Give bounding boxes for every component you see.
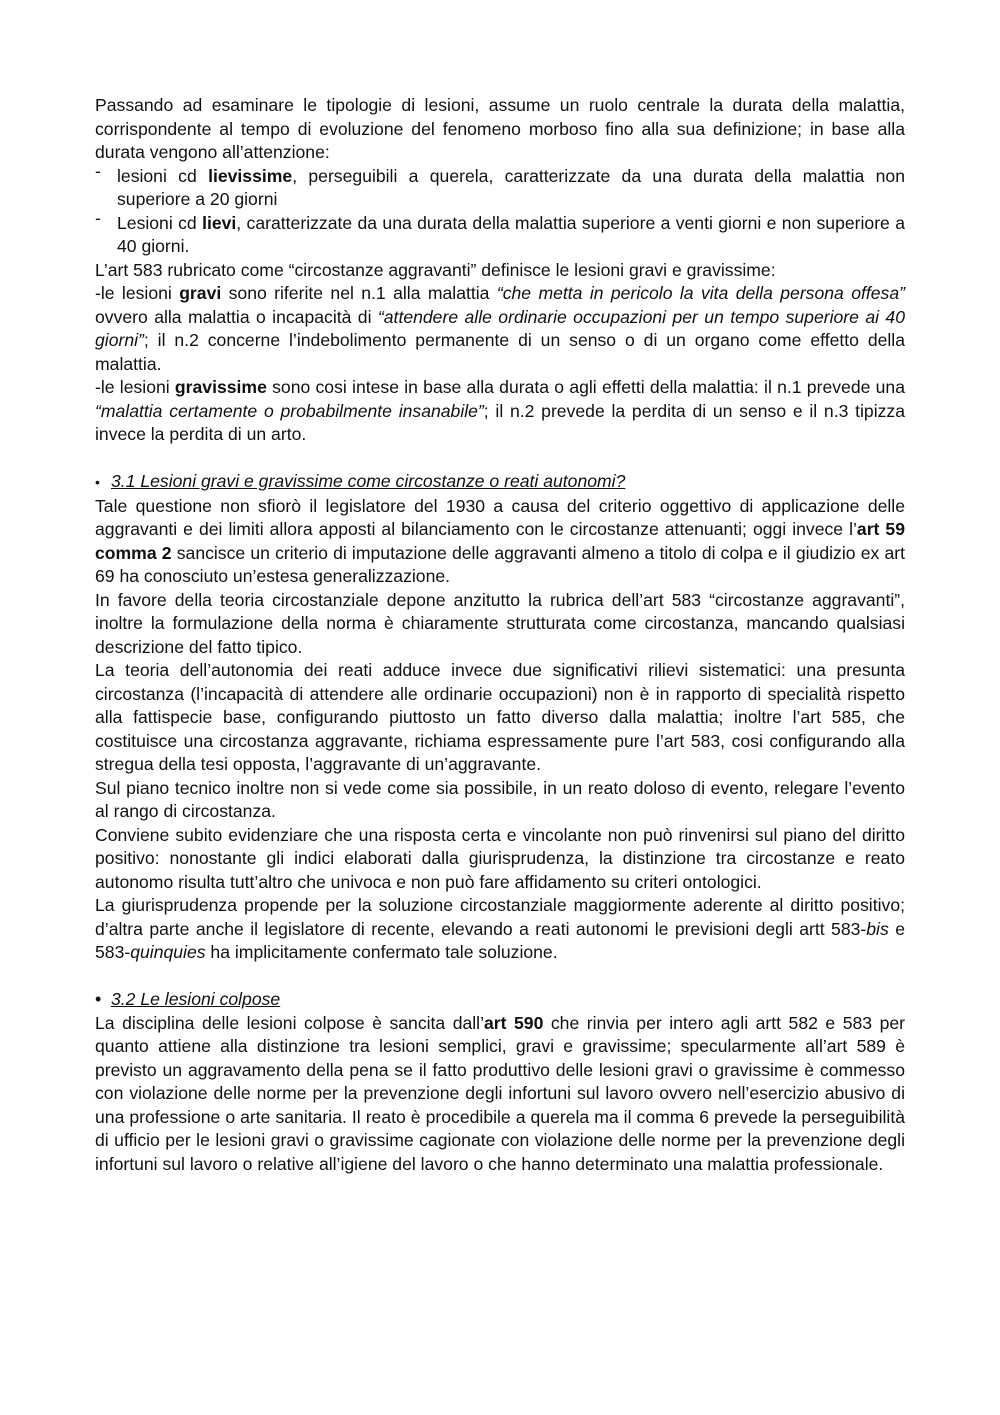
- dash-bullet: -: [95, 207, 101, 228]
- list-item-text: lesioni cd: [117, 165, 209, 186]
- lesioni-gravissime-paragraph: [95, 376, 905, 447]
- list-item-lievissime: [95, 160, 905, 212]
- bold-term: art 59 comma 2: [95, 519, 905, 563]
- text-run: e 583-: [95, 918, 905, 962]
- section-3-1-paragraph-1: [95, 495, 905, 589]
- section-3-2-heading: [95, 988, 905, 1012]
- section-3-1-paragraph-4: Sul piano tecnico inoltre non si vede come sia possibile, in un reato doloso di evento, relegare l’evento al rango di circostanza.: [95, 777, 905, 821]
- spacer: [95, 447, 905, 471]
- list-item-bold: lievi: [202, 212, 237, 233]
- bold-term: gravissime: [174, 377, 267, 397]
- section-3-2-title: 3.2 Le lesioni colpose: [111, 989, 281, 1009]
- spacer: [95, 965, 905, 989]
- art-583-paragraph: L’art 583 rubricato come “circostanze aggravanti” definisce le lesioni gravi e gravissime:: [95, 259, 776, 280]
- lesioni-gravi-paragraph: [95, 282, 905, 376]
- list-item-bold: lievissime: [208, 165, 293, 186]
- text-run: che rinvia per intero agli artt 582 e 583 per quanto attiene alla distinzione tra lesioni semplici, gravi e gravissime; specularmente all’art 589 è previsto un aggravamento della pena se il fatto produttivo delle lesioni gravi o gravissime è commesso con violazione delle norme per la prevenzione degli infortuni sul lavoro ovvero nell’esercizio abusivo di una professione o arte sanitaria. Il reato è procedibile a querela ma il comma 6 prevede la perseguibilità di ufficio per le lesioni gravi o gravissime cagionate con violazione delle norme per la prevenzione degli infortuni sul lavoro o relative all’igiene del lavoro o che hanno determinato una malattia professionale.: [95, 1012, 905, 1174]
- italic-term: bis: [866, 918, 889, 939]
- text-run: -le lesioni: [95, 283, 180, 303]
- section-3-2-paragraph-1: [95, 1012, 905, 1177]
- bold-term: art 590: [484, 1012, 544, 1033]
- document-page: [95, 94, 905, 1176]
- quoted-italic: “attendere alle ordinarie occupazioni per un tempo superiore ai 40 giorni”: [95, 306, 905, 350]
- section-3-1-heading: [95, 470, 905, 495]
- section-3-1-paragraph-6: [95, 894, 905, 965]
- quoted-italic: “che metta in pericolo la vita della persona offesa”: [496, 283, 905, 303]
- list-item-text: Lesioni cd: [117, 212, 203, 233]
- text-run: ; il n.2 concerne l’indebolimento permanente di un senso o di un organo come effetto della malattia.: [95, 330, 905, 374]
- quoted-italic: “malattia certamente o probabilmente insanabile”: [95, 400, 484, 421]
- section-3-1-paragraph-3: La teoria dell’autonomia dei reati adduce invece due significativi rilievi sistematici: una presunta circostanza (l’incapacità di attendere alle ordinarie occupazioni) non è in rapporto di specialità rispetto alla fattispecie base, configurando piuttosto un fatto diverso dalla malattia; inoltre l’art 585, che costituisce una circostanza aggravante, richiama espressamente pure l’art 583, cosi configurando alla stregua della tesi opposta, l’aggravante di un’aggravante.: [95, 660, 905, 774]
- text-run: sono cosi intese in base alla durata o agli effetti della malattia: il n.1 prevede una: [266, 377, 905, 397]
- list-item-lievi: [95, 207, 905, 259]
- text-run: La giurisprudenza propende per la soluzione circostanziale maggiormente aderente al diritto positivo; d’altra parte anche il legislatore di recente, elevando a reati autonomi le previsioni degli artt 583-: [95, 895, 905, 939]
- section-3-1-paragraph-5: Conviene subito evidenziare che una risposta certa e vincolante non può rinvenirsi sul piano del diritto positivo: nonostante gli indici elaborati dalla giurisprudenza, la distinzione tra circostanze e reato autonomo risulta tutt’altro che univoca e non può fare affidamento su criteri ontologici.: [95, 824, 905, 892]
- intro-paragraph: Passando ad esaminare le tipologie di lesioni, assume un ruolo centrale la durata della malattia, corrispondente al tempo di evoluzione del fenomeno morboso fino alla sua definizione; in base alla durata vengono all’attenzione:: [95, 95, 905, 162]
- section-3-1-title: 3.1 Lesioni gravi e gravissime come circostanze o reati autonomi?: [111, 471, 626, 491]
- text-run: Tale questione non sfiorò il legislatore del 1930 a causa del criterio oggettivo di applicazione delle aggravanti e dei limiti allora apposti al bilanciamento con le circostanze attenuanti; oggi invece l’: [95, 495, 905, 539]
- list-item-text: , caratterizzate da una durata della malattia superiore a venti giorni e non superiore a 40 giorni.: [117, 212, 905, 256]
- bullet-icon: •: [95, 989, 102, 1009]
- dash-bullet: -: [95, 160, 101, 181]
- bullet-icon: •: [95, 474, 100, 490]
- text-run: -le lesioni: [95, 377, 175, 397]
- italic-term: quinquies: [130, 942, 206, 962]
- text-run: ; il n.2 prevede la perdita di un senso e il n.3 tipizza invece la perdita di un arto.: [95, 400, 905, 444]
- section-3-1-paragraph-2: In favore della teoria circostanziale depone anzitutto la rubrica dell’art 583 “circostanze aggravanti”, inoltre la formulazione della norma è chiaramente strutturata come circostanza, mancando qualsiasi descrizione del fatto tipico.: [95, 589, 905, 657]
- list-item-text: , perseguibili a querela, caratterizzate da una durata della malattia non superiore a 20 giorni: [117, 165, 905, 209]
- text-run: ha implicitamente confermato tale soluzione.: [205, 942, 558, 962]
- text-run: sono riferite nel n.1 alla malattia: [221, 283, 497, 303]
- text-run: La disciplina delle lesioni colpose è sancita dall’: [95, 1012, 484, 1033]
- text-run: sancisce un criterio di imputazione delle aggravanti almeno a titolo di colpa e il giudizio ex art 69 ha conosciuto un’estesa generalizzazione.: [95, 542, 905, 586]
- text-run: ovvero alla malattia o incapacità di: [95, 306, 378, 327]
- bold-term: gravi: [179, 283, 222, 303]
